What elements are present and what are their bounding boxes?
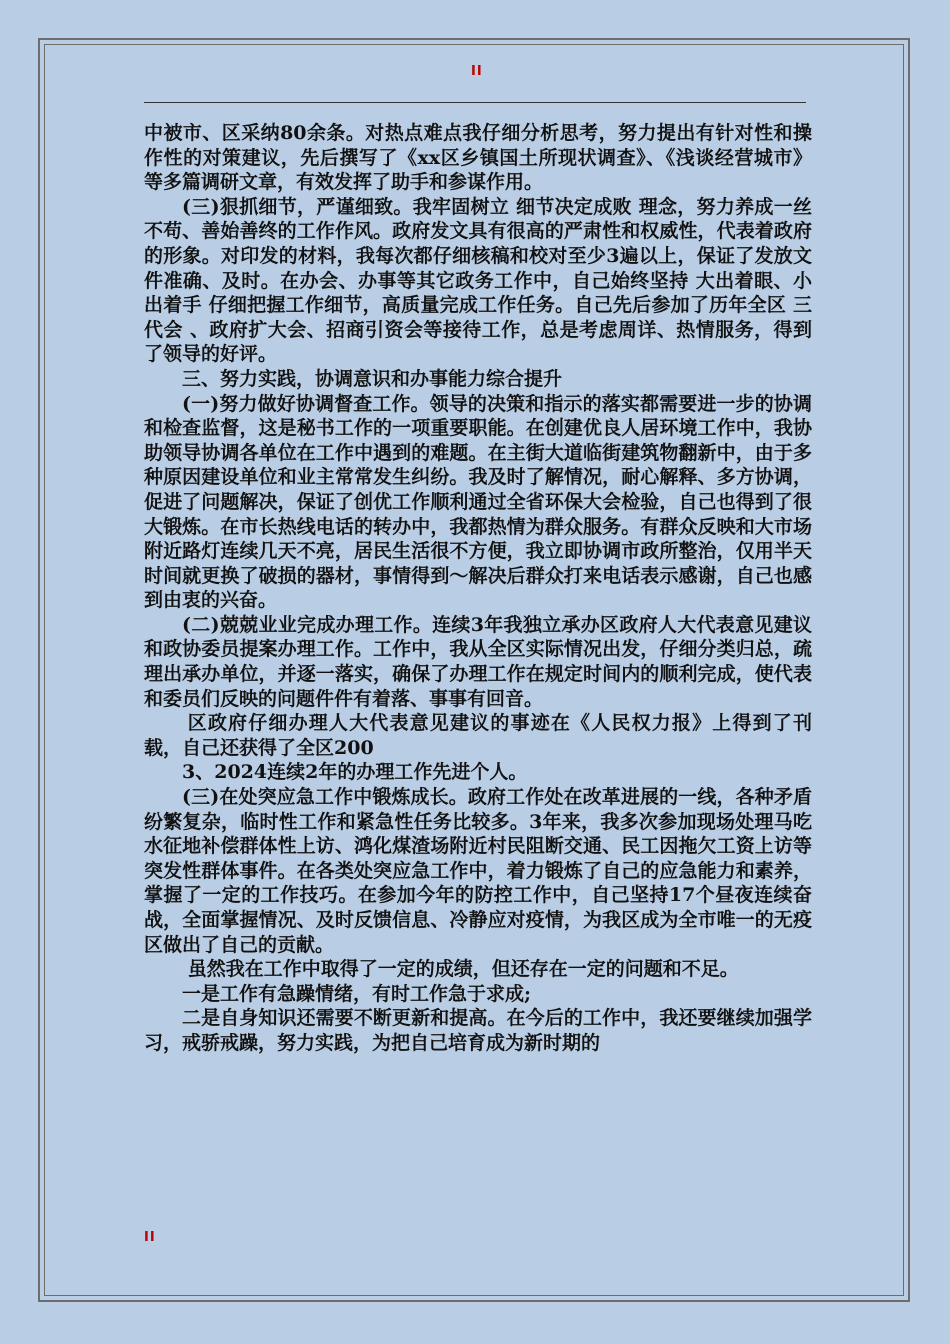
document-body [144,121,812,1056]
paragraph: (一)努力做好协调督查工作。领导的决策和指示的落实都需要进一步的协调和检查监督，这是秘书工作的一项重要职能。在创建优良人居环境工作中，我协助领导协调各单位在工作中遇到的难题。在主街大道临街建筑物翻新中，由于多种原因建设单位和业主常常发生纠纷。我及时了解情况，耐心解释、多方协调，促进了问题解决，保证了创优工作顺利通过全省环保大会检验，自己也得到了很大锻炼。在市长热线电话的转办中，我都热情为群众服务。有群众反映和大市场附近路灯连续几天不亮，居民生活很不方便，我立即协调市政所整治，仅用半天时间就更换了破损的器材，事情得到～解决后群众打来电话表示感谢，自己也感到由衷的兴奋。 [144,392,812,612]
header-rule [144,102,806,103]
section-heading: 三、努力实践，协调意识和办事能力综合提升 [182,367,563,390]
paragraph: 中被市、区采纳80余条。对热点难点我仔细分析思考，努力提出有针对性和操作性的对策建议，先后撰写了《xx区乡镇国土所现状调查》、《浅谈经营城市》等多篇调研文章，有效发挥了助手和参谋作用。 [144,122,812,194]
paragraph: 一是工作有急躁情绪，有时工作急于求成; [182,982,532,1005]
paragraph: 区政府仔细办理人大代表意见建议的事迹在《人民权力报》上得到了刊载，自己还获得了全区200 [144,712,812,759]
paragraph: 虽然我在工作中取得了一定的成绩，但还存在一定的问题和不足。 [187,958,739,981]
header-mark: II [471,64,483,79]
paragraph: (三)在处突应急工作中锻炼成长。政府工作处在改革进展的一线，各种矛盾纷繁复杂，临时性工作和紧急性任务比较多。3年来，我多次参加现场处理马吃水征地补偿群体性上访、鸿化煤渣场附近村民阻断交通、民工因拖欠工资上访等突发性群体事件。在各类处突应急工作中，着力锻炼了自己的应急能力和素养，掌握了一定的工作技巧。在参加今年的防控工作中，自己坚持17个昼夜连续奋战，全面掌握情况、及时反馈信息、冷静应对疫情，为我区成为全市唯一的无疫区做出了自己的贡献。 [144,786,812,956]
paragraph: 二是自身知识还需要不断更新和提高。在今后的工作中，我还要继续加强学习，戒骄戒躁，努力实践，为把自己培育成为新时期的 [144,1007,812,1054]
paragraph: (二)兢兢业业完成办理工作。连续3年我独立承办区政府人大代表意见建议和政协委员提案办理工作。工作中，我从全区实际情况出发，仔细分类归总，疏理出承办单位，并逐一落实，确保了办理工作在规定时间内的顺利完成，使代表和委员们反映的问题件件有着落、事事有回音。 [144,613,812,710]
paragraph: (三)狠抓细节，严谨细致。我牢固树立 细节决定成败 理念，努力养成一丝不苟、善始善终的工作作风。政府发文具有很高的严肃性和权威性，代表着政府的形象。对印发的材料，我每次都仔细核稿和校对至少3遍以上，保证了发放文件准确、及时。在办会、办事等其它政务工作中，自己始终坚持 大出着眼、小出着手 仔细把握工作细节，高质量完成工作任务。自己先后参加了历年全区 三代会 、政府扩大会、招商引资会等接待工作，总是考虑周详、热情服务，得到了领导的好评。 [144,195,812,366]
paragraph: 3、2024连续2年的办理工作先进个人。 [182,761,528,784]
footer-mark: II [144,1230,156,1245]
